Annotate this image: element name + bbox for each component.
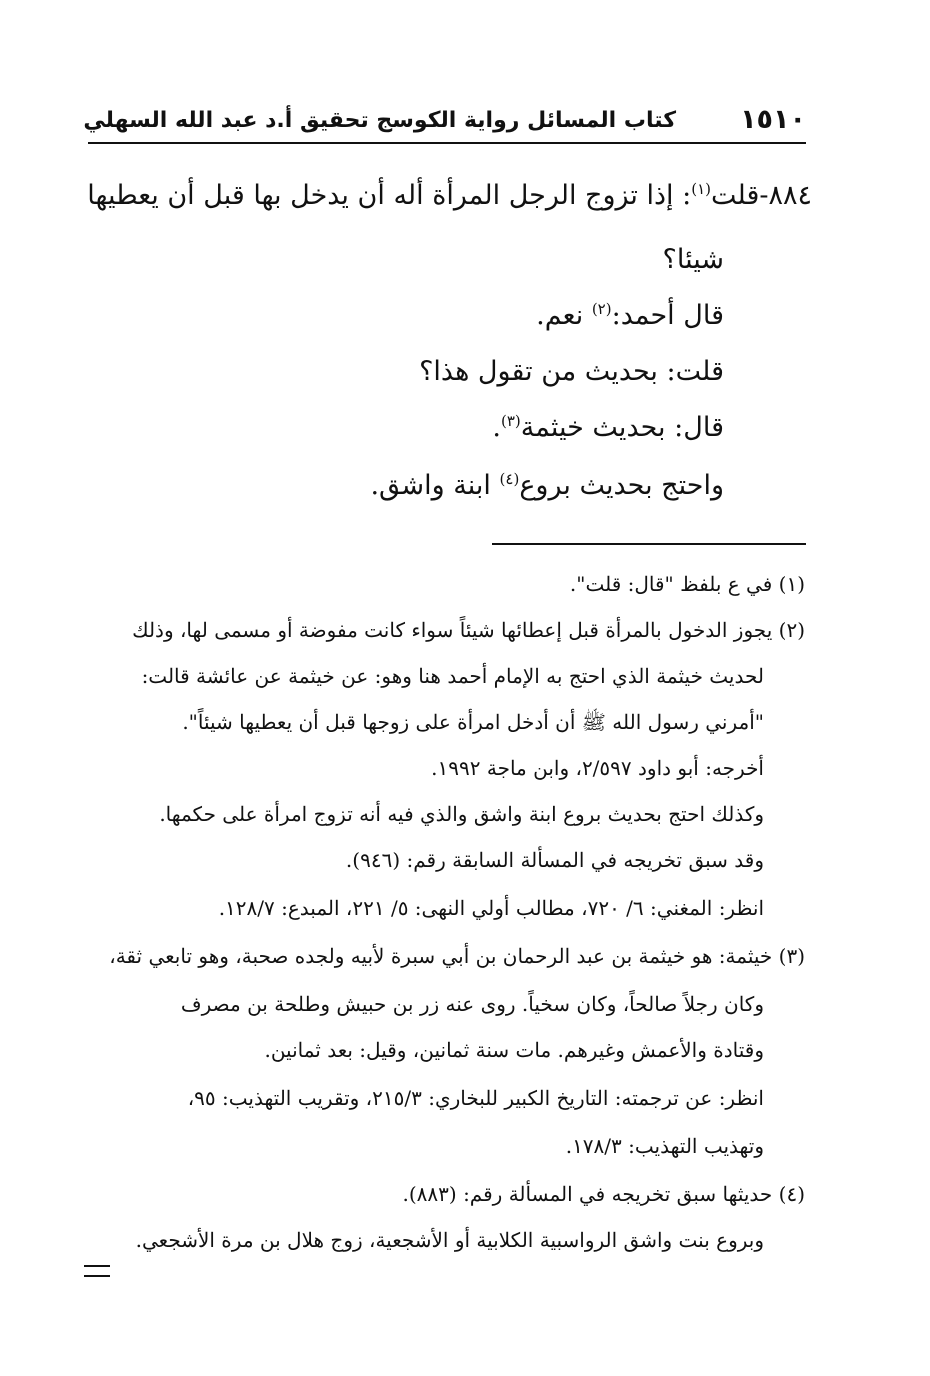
- footnote-separator: [492, 543, 806, 545]
- answer-text: نعم.: [536, 300, 592, 331]
- answer-text: قال: بحديث خيثمة: [520, 412, 724, 443]
- footnote-3-line: وتهذيب التهذيب: ١٧٨/٣.: [565, 1134, 764, 1158]
- footnote-2-line: "أمرني رسول الله ﷺ أن أدخل امرأة على زوجها قبل أن يعطيها شيئاً".: [182, 710, 764, 734]
- question-word: -قلت: [711, 180, 769, 211]
- footnote-3-line: وكان رجلاً صالحاً، وكان سخياً. روى عنه زر بن حبيش وطلحة بن مصرف: [180, 992, 764, 1016]
- footnote-3-line: وقتادة والأعمش وغيرهم. مات سنة ثمانين، وقيل: بعد ثمانين.: [264, 1038, 764, 1062]
- text-body: واحتج بحديث بروع: [519, 470, 724, 501]
- footnote-2: (٢) يجوز الدخول بالمرأة قبل إعطائها شيئاً سواء كانت مفوضة أو مسمى لها، وذلك: [132, 618, 805, 642]
- footnote-4-line: وبروع بنت واشق الرواسبية الكلابية أو الأشجعية، زوج هلال بن مرة الأشجعي.: [135, 1228, 764, 1252]
- footnote-2-line: وقد سبق تخريجه في المسألة السابقة رقم: (٩٤٦).: [345, 848, 764, 872]
- footnote-ref: (١): [691, 180, 711, 198]
- running-title: كتاب المسائل رواية الكوسج تحقيق أ.د عبد الله السهلي: [83, 108, 676, 133]
- footnote-ref: (٣): [500, 412, 521, 430]
- question-text: : إذا تزوج الرجل المرأة أله أن يدخل بها قبل أن يعطيها: [87, 180, 692, 211]
- footnote-2-line: لحديث خيثمة الذي احتج به الإمام أحمد هنا وهو: عن خيثمة عن عائشة قالت:: [141, 664, 764, 688]
- page-number: ١٥١٠: [740, 104, 806, 135]
- footnote-1: (١) في ع بلفظ "قال: قلت".: [569, 572, 805, 596]
- answer-prefix: قال أحمد:: [611, 300, 724, 331]
- answer-end: .: [492, 412, 501, 443]
- footnote-ref: (٤): [499, 470, 520, 488]
- footnote-ref: (٢): [591, 300, 612, 318]
- footnote-2-line: أخرجه: أبو داود ٢/٥٩٧، وابن ماجة ١٩٩٢.: [431, 756, 764, 780]
- question-line: قلت: بحديث من تقول هذا؟: [419, 356, 724, 387]
- answer-line: [492, 408, 724, 448]
- question-number: ٨٨٤: [768, 180, 812, 211]
- question-line: [87, 176, 812, 216]
- answer-line: [536, 296, 724, 336]
- text-line: [370, 466, 724, 506]
- footnote-2-line: انظر: المغني: ٦/ ٧٢٠، مطالب أولي النهى: ٥/ ٢٢١، المبدع: ١٢٨/٧.: [218, 896, 764, 920]
- footnote-2-line: وكذلك احتج بحديث بروع ابنة واشق والذي فيه أنه تزوج امرأة على حكمها.: [159, 802, 764, 826]
- question-continuation: شيئا؟: [662, 244, 724, 275]
- footnote-4: (٤) حديثها سبق تخريجه في المسألة رقم: (٨٨٣).: [402, 1182, 805, 1206]
- text-end: ابنة واشق.: [370, 470, 500, 501]
- footnote-3: (٣) خيثمة: هو خيثمة بن عبد الرحمان بن أبي سبرة لأبيه ولجده صحبة، وهو تابعي ثقة،: [109, 944, 805, 968]
- section-end-mark: [84, 1265, 110, 1277]
- page-header: [83, 102, 806, 144]
- footnote-3-line: انظر: عن ترجمته: التاريخ الكبير للبخاري: ٢١٥/٣، وتقريب التهذيب: ٩٥،: [187, 1086, 764, 1110]
